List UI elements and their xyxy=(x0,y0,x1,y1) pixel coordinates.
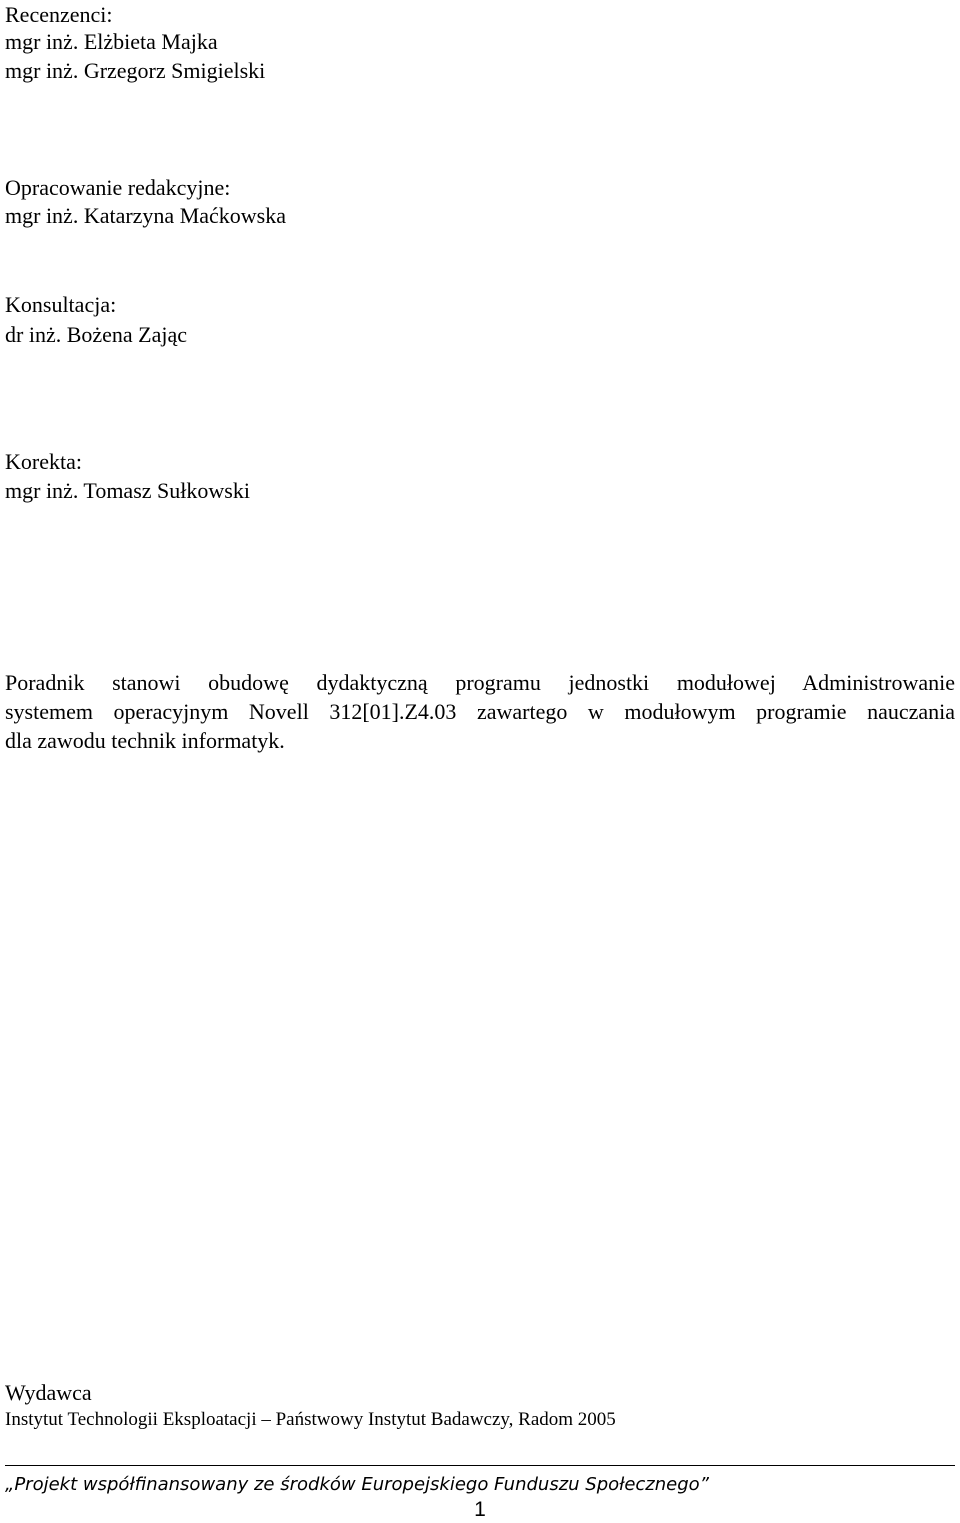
consultant-name: dr inż. Bożena Zając xyxy=(5,322,188,347)
publisher-label: Wydawca xyxy=(5,1380,92,1405)
footer-divider xyxy=(5,1465,955,1466)
description-line: systemem operacyjnym Novell 312[01].Z4.03 zawartego w modułowym programie nauczania xyxy=(5,699,955,724)
editorial-label: Opracowanie redakcyjne: xyxy=(5,175,231,200)
consultation-label: Konsultacja: xyxy=(5,292,117,317)
funding-note: „Projekt współfinansowany ze środków Europejskiego Funduszu Społecznego” xyxy=(5,1474,709,1495)
proofreading-label: Korekta: xyxy=(5,449,82,474)
description-line: dla zawodu technik informatyk. xyxy=(5,728,285,753)
description-line: Poradnik stanowi obudowę dydaktyczną programu jednostki modułowej Administrowanie xyxy=(5,670,955,695)
page-number: 1 xyxy=(474,1498,486,1521)
editor-name: mgr inż. Katarzyna Maćkowska xyxy=(5,203,287,228)
description-paragraph xyxy=(5,668,955,755)
reviewer-name: mgr inż. Elżbieta Majka xyxy=(5,29,218,54)
reviewer-name: mgr inż. Grzegorz Smigielski xyxy=(5,58,266,83)
reviewers-label: Recenzenci: xyxy=(5,2,113,27)
proofreader-name: mgr inż. Tomasz Sułkowski xyxy=(5,478,250,503)
publisher-name: Instytut Technologii Eksploatacji – Państwowy Instytut Badawczy, Radom 2005 xyxy=(5,1409,616,1430)
